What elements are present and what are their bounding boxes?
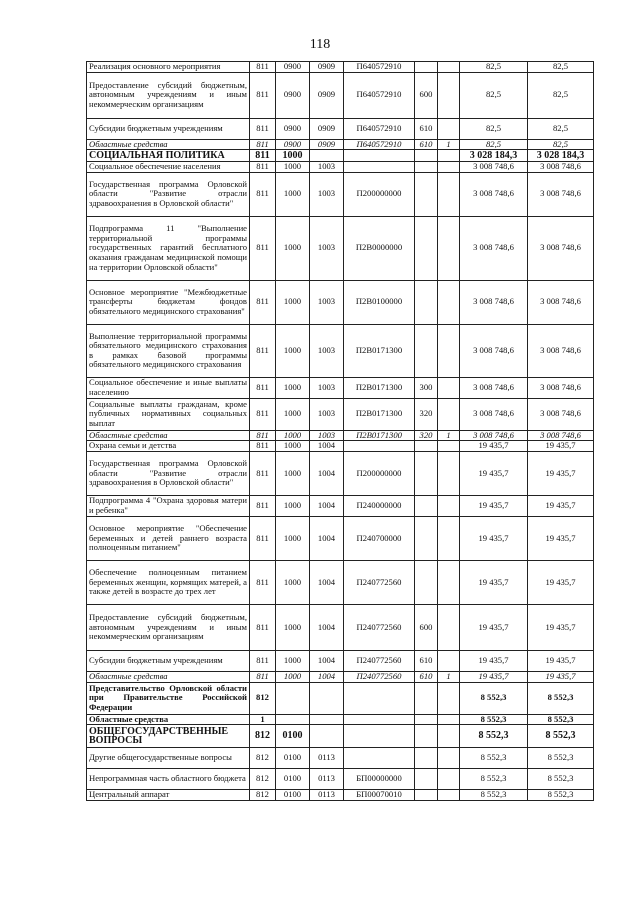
table-row [87, 216, 594, 280]
cell-target [344, 162, 415, 173]
cell-sum1: 3 008 748,6 [460, 430, 528, 441]
cell-src [438, 324, 460, 377]
cell-name: Субсидии бюджетным учреждениям [87, 650, 250, 671]
cell-adm: 811 [250, 671, 276, 682]
cell-src [438, 650, 460, 671]
cell-sum2: 8 552,3 [528, 725, 594, 748]
cell-adm: 812 [250, 748, 276, 769]
table-row [87, 280, 594, 324]
cell-target: П200000000 [344, 451, 415, 495]
cell-sec: 0100 [276, 769, 310, 790]
cell-sec: 0900 [276, 118, 310, 139]
cell-adm: 811 [250, 560, 276, 604]
table-row [87, 725, 594, 748]
cell-sub: 0909 [310, 62, 344, 73]
cell-target: П2В0171300 [344, 377, 415, 398]
cell-name: ОБЩЕГОСУДАРСТВЕННЫЕ ВОПРОСЫ [87, 725, 250, 748]
table-row [87, 495, 594, 516]
cell-src [438, 516, 460, 560]
cell-sum2: 3 008 748,6 [528, 172, 594, 216]
cell-sub: 1003 [310, 216, 344, 280]
cell-sum2: 19 435,7 [528, 650, 594, 671]
cell-adm: 811 [250, 650, 276, 671]
cell-src [438, 172, 460, 216]
page-number: 118 [309, 37, 331, 52]
cell-name: Предоставление субсидий бюджетным, автономным учреждениям и иным некоммерческим организациям [87, 72, 250, 118]
cell-adm: 812 [250, 769, 276, 790]
cell-adm: 811 [250, 398, 276, 430]
table-row [87, 72, 594, 118]
cell-name: Государственная программа Орловской области "Развитие отрасли здравоохранения в Орловской области" [87, 451, 250, 495]
cell-src: 1 [438, 139, 460, 150]
cell-target: П240772560 [344, 560, 415, 604]
cell-sec: 0100 [276, 790, 310, 801]
cell-sec: 1000 [276, 441, 310, 452]
cell-adm: 811 [250, 324, 276, 377]
cell-sec: 0900 [276, 72, 310, 118]
table-row [87, 162, 594, 173]
table-row [87, 62, 594, 73]
cell-vr [415, 62, 438, 73]
cell-sum1: 8 552,3 [460, 682, 528, 714]
table-row [87, 139, 594, 150]
cell-sum2: 3 008 748,6 [528, 216, 594, 280]
cell-sec: 1000 [276, 324, 310, 377]
table-row [87, 604, 594, 650]
cell-adm: 811 [250, 377, 276, 398]
cell-name: Социальные выплаты гражданам, кроме публичных нормативных социальных выплат [87, 398, 250, 430]
table-row [87, 650, 594, 671]
cell-name: Охрана семьи и детства [87, 441, 250, 452]
cell-target: БП00070010 [344, 790, 415, 801]
cell-vr: 610 [415, 118, 438, 139]
cell-vr [415, 280, 438, 324]
cell-target: П240772560 [344, 671, 415, 682]
cell-adm: 811 [250, 280, 276, 324]
cell-adm: 812 [250, 790, 276, 801]
table-row [87, 790, 594, 801]
cell-target: П2В0171300 [344, 398, 415, 430]
cell-name: Областные средства [87, 671, 250, 682]
cell-adm: 811 [250, 216, 276, 280]
cell-src [438, 725, 460, 748]
cell-sum1: 19 435,7 [460, 441, 528, 452]
cell-sec: 1000 [276, 377, 310, 398]
cell-sec: 1000 [276, 495, 310, 516]
cell-target: П640572910 [344, 62, 415, 73]
cell-sub: 1003 [310, 162, 344, 173]
cell-target: П2В0171300 [344, 324, 415, 377]
cell-sum1: 8 552,3 [460, 769, 528, 790]
cell-sub [310, 725, 344, 748]
cell-sum1: 82,5 [460, 62, 528, 73]
cell-vr: 600 [415, 604, 438, 650]
cell-target: П2В0000000 [344, 216, 415, 280]
cell-sum1: 19 435,7 [460, 495, 528, 516]
cell-sum2: 3 008 748,6 [528, 162, 594, 173]
cell-vr [415, 150, 438, 162]
cell-sum2: 3 008 748,6 [528, 280, 594, 324]
cell-target [344, 682, 415, 714]
cell-src [438, 714, 460, 725]
cell-sum2: 19 435,7 [528, 516, 594, 560]
cell-sum1: 3 008 748,6 [460, 172, 528, 216]
cell-vr [415, 172, 438, 216]
cell-sec: 1000 [276, 560, 310, 604]
cell-src [438, 62, 460, 73]
cell-target: П240772560 [344, 650, 415, 671]
cell-target [344, 150, 415, 162]
cell-sum1: 8 552,3 [460, 725, 528, 748]
cell-sum2: 3 008 748,6 [528, 430, 594, 441]
cell-sum2: 82,5 [528, 72, 594, 118]
cell-sum2: 8 552,3 [528, 682, 594, 714]
cell-vr [415, 516, 438, 560]
cell-adm: 811 [250, 72, 276, 118]
cell-name: Основное мероприятие "Обеспечение беременных и детей раннего возраста полноценным питанием" [87, 516, 250, 560]
cell-adm: 811 [250, 62, 276, 73]
cell-src: 1 [438, 430, 460, 441]
table-row [87, 671, 594, 682]
cell-src [438, 790, 460, 801]
cell-src [438, 377, 460, 398]
cell-sec: 1000 [276, 451, 310, 495]
cell-src: 1 [438, 671, 460, 682]
cell-sum2: 3 008 748,6 [528, 324, 594, 377]
cell-sec: 1000 [276, 172, 310, 216]
table-row [87, 377, 594, 398]
cell-sub: 1004 [310, 441, 344, 452]
cell-sub: 0909 [310, 118, 344, 139]
cell-vr [415, 441, 438, 452]
cell-target: П2В0171300 [344, 430, 415, 441]
cell-adm: 811 [250, 139, 276, 150]
cell-vr: 610 [415, 139, 438, 150]
cell-vr [415, 560, 438, 604]
cell-vr [415, 216, 438, 280]
cell-src [438, 150, 460, 162]
cell-vr [415, 451, 438, 495]
cell-sum2: 19 435,7 [528, 671, 594, 682]
cell-target [344, 748, 415, 769]
cell-sum1: 3 008 748,6 [460, 216, 528, 280]
cell-sec: 1000 [276, 216, 310, 280]
table-row [87, 769, 594, 790]
cell-vr [415, 324, 438, 377]
cell-name: Предоставление субсидий бюджетным, автономным учреждениям и иным некоммерческим организациям [87, 604, 250, 650]
cell-name: Центральный аппарат [87, 790, 250, 801]
cell-target: П240000000 [344, 495, 415, 516]
cell-name: СОЦИАЛЬНАЯ ПОЛИТИКА [87, 150, 250, 162]
cell-sum1: 3 008 748,6 [460, 398, 528, 430]
cell-vr: 320 [415, 398, 438, 430]
cell-vr: 320 [415, 430, 438, 441]
cell-target: П240772560 [344, 604, 415, 650]
cell-sub: 1004 [310, 650, 344, 671]
cell-src [438, 398, 460, 430]
cell-name: Социальное обеспечение населения [87, 162, 250, 173]
cell-src [438, 72, 460, 118]
cell-adm: 811 [250, 172, 276, 216]
cell-sum1: 3 008 748,6 [460, 324, 528, 377]
table-row [87, 748, 594, 769]
cell-sum2: 8 552,3 [528, 790, 594, 801]
cell-sub: 1003 [310, 324, 344, 377]
cell-target [344, 714, 415, 725]
table-row [87, 682, 594, 714]
cell-adm: 1 [250, 714, 276, 725]
budget-table-body [87, 62, 594, 801]
cell-sec: 0900 [276, 139, 310, 150]
cell-adm: 812 [250, 682, 276, 714]
cell-adm: 812 [250, 725, 276, 748]
cell-src [438, 280, 460, 324]
cell-src [438, 451, 460, 495]
cell-sum2: 19 435,7 [528, 560, 594, 604]
cell-name: Областные средства [87, 714, 250, 725]
cell-name: Другие общегосударственные вопросы [87, 748, 250, 769]
cell-sec: 1000 [276, 162, 310, 173]
table-row [87, 451, 594, 495]
table-row [87, 441, 594, 452]
cell-sec [276, 714, 310, 725]
cell-sum1: 82,5 [460, 72, 528, 118]
cell-name: Непрограммная часть областного бюджета [87, 769, 250, 790]
cell-name: Выполнение территориальной программы обязательного медицинского страхования в рамках базовой программы обязательного медицинского страхования [87, 324, 250, 377]
table-row [87, 560, 594, 604]
cell-sub: 1004 [310, 671, 344, 682]
cell-adm: 811 [250, 516, 276, 560]
cell-name: Основное мероприятие "Межбюджетные трансферты бюджетам фондов обязательного медицинского страхования" [87, 280, 250, 324]
cell-sub [310, 150, 344, 162]
cell-sec: 1000 [276, 516, 310, 560]
cell-vr [415, 790, 438, 801]
cell-sub: 1003 [310, 280, 344, 324]
cell-sum1: 19 435,7 [460, 516, 528, 560]
cell-name: Областные средства [87, 430, 250, 441]
cell-sec: 1000 [276, 671, 310, 682]
cell-sub: 0113 [310, 790, 344, 801]
cell-sum2: 19 435,7 [528, 604, 594, 650]
budget-table [86, 61, 594, 801]
cell-sum2: 8 552,3 [528, 769, 594, 790]
cell-src [438, 769, 460, 790]
cell-name: Обеспечение полноценным питанием беременных женщин, кормящих матерей, а также детей в возрасте до трех лет [87, 560, 250, 604]
cell-sub: 0113 [310, 748, 344, 769]
cell-adm: 811 [250, 150, 276, 162]
cell-target: П640572910 [344, 118, 415, 139]
cell-sum1: 3 008 748,6 [460, 377, 528, 398]
cell-sub: 1004 [310, 495, 344, 516]
cell-target: П2В0100000 [344, 280, 415, 324]
cell-name: Представительство Орловской области при Правительстве Российской Федерации [87, 682, 250, 714]
cell-sum1: 82,5 [460, 139, 528, 150]
table-row [87, 150, 594, 162]
cell-target: П240700000 [344, 516, 415, 560]
cell-name: Реализация основного мероприятия [87, 62, 250, 73]
cell-vr [415, 748, 438, 769]
cell-name: Субсидии бюджетным учреждениям [87, 118, 250, 139]
cell-vr: 300 [415, 377, 438, 398]
cell-sub: 0909 [310, 139, 344, 150]
cell-name: Социальное обеспечение и иные выплаты населению [87, 377, 250, 398]
cell-sub: 1004 [310, 451, 344, 495]
cell-adm: 811 [250, 118, 276, 139]
cell-sum1: 8 552,3 [460, 714, 528, 725]
cell-sum1: 8 552,3 [460, 748, 528, 769]
cell-sec: 0100 [276, 725, 310, 748]
cell-src [438, 441, 460, 452]
cell-sum1: 3 008 748,6 [460, 280, 528, 324]
cell-sum2: 82,5 [528, 62, 594, 73]
cell-sec: 1000 [276, 280, 310, 324]
cell-target: П640572910 [344, 72, 415, 118]
table-row [87, 118, 594, 139]
table-row [87, 398, 594, 430]
cell-sum2: 19 435,7 [528, 441, 594, 452]
cell-sum1: 19 435,7 [460, 560, 528, 604]
cell-sum2: 82,5 [528, 139, 594, 150]
cell-target: П640572910 [344, 139, 415, 150]
cell-sec: 0100 [276, 748, 310, 769]
cell-adm: 811 [250, 430, 276, 441]
cell-vr: 610 [415, 671, 438, 682]
cell-sec: 1000 [276, 430, 310, 441]
cell-sub [310, 714, 344, 725]
cell-adm: 811 [250, 441, 276, 452]
cell-sub: 1004 [310, 560, 344, 604]
cell-name: Подпрограмма 11 "Выполнение территориальной программы государственных гарантий бесплатного оказания гражданам медицинской помощи на территории Орловской области" [87, 216, 250, 280]
cell-sub: 0113 [310, 769, 344, 790]
cell-adm: 811 [250, 495, 276, 516]
cell-sub: 1004 [310, 604, 344, 650]
cell-src [438, 495, 460, 516]
cell-sum1: 3 028 184,3 [460, 150, 528, 162]
cell-sub: 1003 [310, 377, 344, 398]
table-row [87, 172, 594, 216]
cell-vr [415, 682, 438, 714]
cell-adm: 811 [250, 604, 276, 650]
cell-sec: 1000 [276, 150, 310, 162]
cell-sum2: 3 008 748,6 [528, 377, 594, 398]
cell-vr: 600 [415, 72, 438, 118]
cell-sec [276, 682, 310, 714]
cell-vr [415, 714, 438, 725]
cell-vr [415, 725, 438, 748]
cell-sum1: 3 008 748,6 [460, 162, 528, 173]
cell-sec: 1000 [276, 398, 310, 430]
cell-sum1: 82,5 [460, 118, 528, 139]
table-row [87, 324, 594, 377]
cell-target [344, 441, 415, 452]
cell-src [438, 748, 460, 769]
table-row [87, 430, 594, 441]
cell-sum2: 19 435,7 [528, 495, 594, 516]
cell-sec: 0900 [276, 62, 310, 73]
cell-name: Областные средства [87, 139, 250, 150]
cell-name: Государственная программа Орловской области "Развитие отрасли здравоохранения в Орловской области" [87, 172, 250, 216]
cell-src [438, 118, 460, 139]
cell-src [438, 162, 460, 173]
cell-src [438, 682, 460, 714]
cell-target: П200000000 [344, 172, 415, 216]
cell-vr [415, 162, 438, 173]
cell-sum1: 8 552,3 [460, 790, 528, 801]
cell-vr [415, 769, 438, 790]
cell-adm: 811 [250, 162, 276, 173]
cell-src [438, 604, 460, 650]
cell-sub [310, 682, 344, 714]
cell-sum1: 19 435,7 [460, 604, 528, 650]
cell-sub: 0909 [310, 72, 344, 118]
cell-sum1: 19 435,7 [460, 650, 528, 671]
cell-name: Подпрограмма 4 "Охрана здоровья матери и ребенка" [87, 495, 250, 516]
cell-sum1: 19 435,7 [460, 451, 528, 495]
cell-src [438, 560, 460, 604]
cell-sum2: 82,5 [528, 118, 594, 139]
cell-sec: 1000 [276, 650, 310, 671]
table-row [87, 516, 594, 560]
cell-sum2: 8 552,3 [528, 714, 594, 725]
cell-sec: 1000 [276, 604, 310, 650]
cell-sum2: 3 008 748,6 [528, 398, 594, 430]
cell-sum2: 8 552,3 [528, 748, 594, 769]
cell-sum2: 19 435,7 [528, 451, 594, 495]
cell-target: БП00000000 [344, 769, 415, 790]
cell-sum2: 3 028 184,3 [528, 150, 594, 162]
table-row [87, 714, 594, 725]
cell-vr: 610 [415, 650, 438, 671]
cell-src [438, 216, 460, 280]
cell-vr [415, 495, 438, 516]
cell-target [344, 725, 415, 748]
cell-sub: 1003 [310, 172, 344, 216]
cell-sum1: 19 435,7 [460, 671, 528, 682]
cell-sub: 1004 [310, 516, 344, 560]
cell-adm: 811 [250, 451, 276, 495]
cell-sub: 1003 [310, 430, 344, 441]
cell-sub: 1003 [310, 398, 344, 430]
